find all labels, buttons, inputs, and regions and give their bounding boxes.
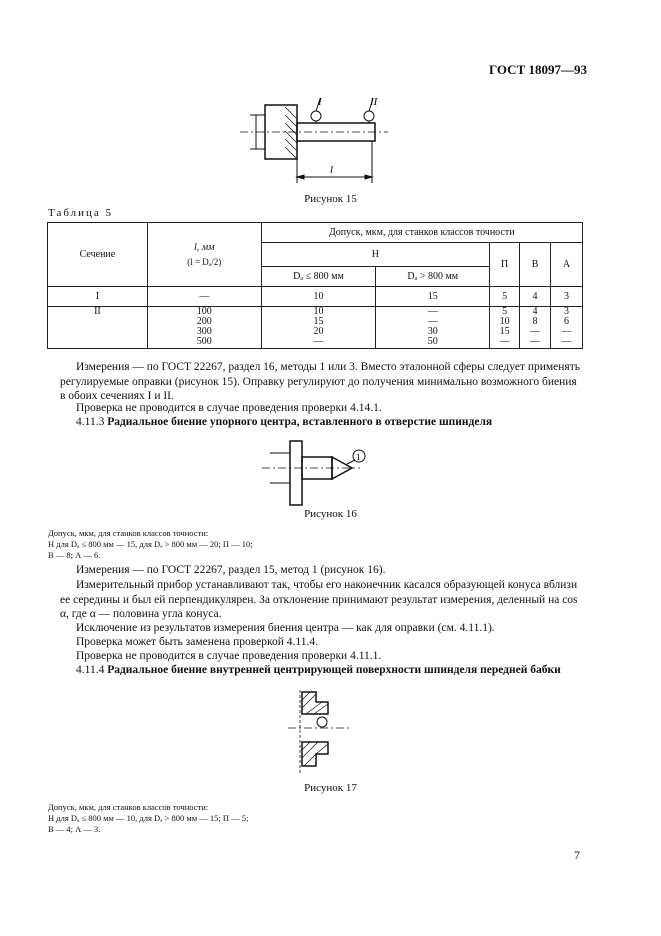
tolerance-16-line-3: В — 8; А — 6.: [48, 550, 101, 560]
table-5-title: Таблица 5: [48, 207, 114, 219]
section-4113-heading: 4.11.3 Радиальное биение упорного центра, вставленного в отверстие шпинделя: [76, 416, 493, 428]
section-4114-heading: 4.11.4 Радиальное биение внутренней центрирующей поверхности шпинделя передней бабки: [76, 664, 561, 676]
table-row: II 100 10 — 5 4 3: [48, 307, 583, 318]
header-h-sub1: Dₐ ≤ 800 мм: [261, 267, 376, 287]
paragraph-check-4141: Проверка не проводится в случае проведения проверки 4.14.1.: [76, 402, 382, 414]
header-section: Сечение: [48, 223, 148, 287]
figure-15-label-i: I: [318, 96, 322, 108]
tolerance-17-line-1: Допуск, мкм, для станков классов точности:: [48, 802, 209, 812]
figure-15-label-l: l: [330, 164, 334, 176]
header-h: Н: [261, 243, 490, 267]
figure-17-caption: Рисунок 17: [304, 782, 357, 794]
header-a: А: [551, 243, 583, 287]
tolerance-16-line-1: Допуск, мкм, для станков классов точности:: [48, 528, 209, 538]
table-5: [47, 222, 583, 349]
table-row: 200 15 — 10 8 6: [48, 317, 583, 327]
header-p: П: [490, 243, 520, 287]
figure-16-caption: Рисунок 16: [304, 508, 357, 520]
tolerance-17-line-3: В — 4; А — 3.: [48, 824, 101, 834]
paragraph-instrument: Измерительный прибор устанавливают так, чтобы его наконечник касался образующей конуса вблизи ее середины и был ей перпендикулярен. За отклонение принимают результат измерения, деленный на cos α, где α — половина угла конуса.: [60, 579, 578, 620]
paragraph-not-performed: Проверка не проводится в случае проведения проверки 4.11.1.: [76, 650, 382, 662]
page-number: 7: [574, 848, 580, 862]
header-v: В: [520, 243, 551, 287]
paragraph-measurements-15: Измерения — по ГОСТ 22267, раздел 16, методы 1 или 3. Вместо эталонной сферы следует применять регулируемые оправки (рисунок 15). Оправку регулируют до получения минимально возможного биения в обоих сечениях I и II.: [60, 361, 580, 402]
paragraph-exclusion: Исключение из результатов измерения биения центра — как для оправки (см. 4.11.1).: [76, 622, 495, 634]
figure-15-label-ii: II: [370, 96, 378, 108]
figure-17-drawing: [0, 682, 661, 782]
table-row: 300 20 30 15 — —: [48, 327, 583, 337]
header-l: l, мм (l = Dₐ/2): [147, 223, 261, 287]
paragraph-measurements-16: Измерения — по ГОСТ 22267, раздел 15, метод 1 (рисунок 16).: [76, 564, 386, 576]
figure-16-label-1: 1: [356, 452, 361, 462]
paragraph-replace: Проверка может быть заменена проверкой 4.11.4.: [76, 636, 318, 648]
header-h-sub2: Dₐ > 800 мм: [376, 267, 490, 287]
document-number: ГОСТ 18097—93: [488, 62, 587, 77]
table-row: 500 — 50 — — —: [48, 337, 583, 348]
tolerance-17-line-2: Н для Dₐ ≤ 800 мм — 10, для Dₐ > 800 мм — 15; П — 5;: [48, 813, 249, 823]
tolerance-16-line-2: Н для Dₐ ≤ 800 мм — 15, для Dₐ > 800 мм — 20; П — 10;: [48, 539, 253, 549]
figure-15-caption: Рисунок 15: [304, 193, 357, 205]
header-tolerance: Допуск, мкм, для станков классов точности: [261, 223, 582, 243]
figure-16-drawing: [0, 433, 661, 513]
table-row: I — 10 15 5 4 3: [48, 287, 583, 307]
